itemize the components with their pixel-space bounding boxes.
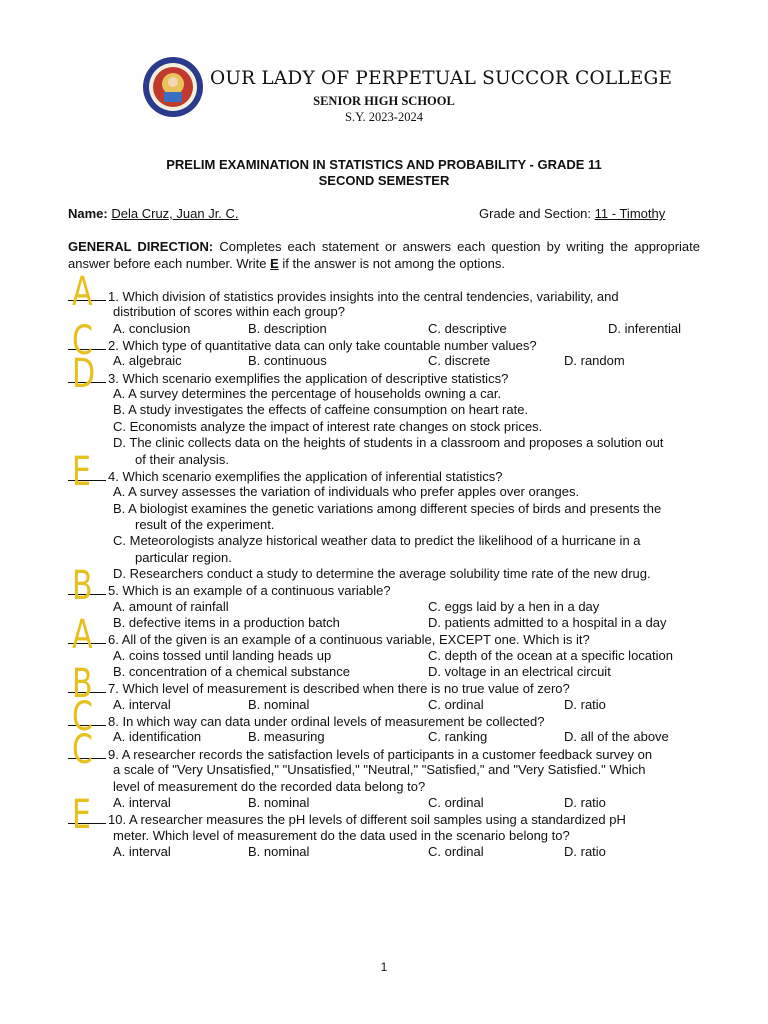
option-b: B. continuous [248,353,327,369]
school-division: SENIOR HIGH SCHOOL [313,94,455,108]
handwritten-answer: A [72,269,93,315]
option-item: D. patients admitted to a hospital in a day [428,615,667,630]
question-stem [68,680,570,697]
option-item: C. Economists analyze the impact of interest rate changes on stock prices. [113,418,543,434]
option-a: A. algebraic [113,353,182,369]
name-value: Dela Cruz, Juan Jr. C. [111,206,239,221]
direction-highlight: E [270,256,279,271]
option-item: D. voltage in an electrical circuit [428,664,611,680]
option-item: result of the experiment. [135,516,275,532]
grade-section-line [479,206,665,222]
general-direction [68,238,700,272]
option-b: B. nominal [248,696,310,712]
option-item: particular region. [135,549,232,565]
question-text: 10. A researcher measures the pH levels of different soil samples using a standardized pH [108,812,626,828]
student-name-line [68,206,467,222]
option-a: A. interval [113,794,171,810]
option-d: D. ratio [564,843,606,859]
option-item: D. Researchers conduct a study to determine the average solubility time rate of the new drug. [113,565,651,581]
exam-title-line1: PRELIM EXAMINATION IN STATISTICS AND PROBABILITY - GRADE 11 [166,157,602,172]
option-a: A. interval [113,843,171,859]
question-text: 9. A researcher records the satisfaction levels of participants in a customer feedback survey on [108,746,653,762]
question-stem [68,746,652,763]
question-stem [68,370,508,387]
option-b: B. nominal [248,794,310,810]
question-text: 5. Which is an example of a continuous variable? [108,583,391,599]
option-d: D. inferential [608,320,681,336]
option-item: C. eggs laid by a hen in a day [428,598,600,614]
option-item: A. amount of rainfall [113,598,229,614]
question-stem [68,337,537,354]
option-item: B. A study investigates the effects of caffeine consumption on heart rate. [113,402,529,418]
college-name: OUR LADY OF PERPETUAL SUCCOR COLLEGE [210,68,673,89]
page-number: 1 [380,960,388,974]
option-b: B. nominal [248,843,310,859]
option-item: D. The clinic collects data on the heights of students in a classroom and proposes a solution out [113,435,664,451]
question-text: 6. All of the given is an example of a continuous variable, EXCEPT one. Which is it? [108,632,590,648]
handwritten-answer: D [72,350,96,397]
handwritten-answer: E [72,792,91,839]
handwritten-answer: C [72,318,93,365]
option-item: B. concentration of a chemical substance [113,664,351,680]
option-item: C. depth of the ocean at a specific location [428,647,673,663]
question-text: a scale of "Very Unsatisfied," "Unsatisfied," "Neutral," "Satisfied," and "Very Satisfied." Which [113,762,646,778]
handwritten-answer: C [72,694,93,741]
question-stem [68,468,503,485]
question-text: 4. Which scenario exemplifies the application of inferential statistics? [108,468,503,484]
option-item: B. defective items in a production batch [113,615,340,630]
question-text: 1. Which division of statistics provides insights into the central tendencies, variability, and [108,289,619,304]
question-text: distribution of scores within each group? [113,304,345,320]
direction-text: Completes each statement or answers each question by writing the appropriate answer before each number. Write [68,239,701,271]
option-c: C. ranking [428,729,488,745]
direction-label: GENERAL DIRECTION: [68,239,214,254]
option-item: A. A survey determines the percentage of households owning a car. [113,386,502,402]
question-text: 7. Which level of measurement is described when there is no true value of zero? [108,681,570,697]
option-item: B. A biologist examines the genetic variations among different species of birds and presents the [113,500,662,516]
question-stem [68,811,626,828]
question-text: 3. Which scenario exemplifies the application of descriptive statistics? [108,370,509,386]
option-a: A. identification [113,729,202,745]
option-item: A. coins tossed until landing heads up [113,647,332,663]
handwritten-answer: C [72,726,93,773]
option-c: C. discrete [428,353,491,369]
option-c: C. ordinal [428,843,484,859]
exam-title [0,157,768,189]
grade-value: 11 - Timothy [594,206,666,221]
option-d: D. all of the above [564,729,669,745]
option-a: A. interval [113,696,171,712]
option-d: D. random [564,353,625,369]
option-item: A. A survey assesses the variation of individuals who prefer apples over oranges. [113,484,580,500]
option-item: C. Meteorologists analyze historical weather data to predict the likelihood of a hurricane in a [113,533,641,549]
option-d: D. ratio [564,794,606,810]
handwritten-answer: E [72,448,91,495]
question-text: 2. Which type of quantitative data can only take countable number values? [108,338,537,354]
question-stem [68,713,544,730]
option-c: C. ordinal [428,696,484,712]
option-c: C. ordinal [428,794,484,810]
school-header [0,50,768,140]
question-text: meter. Which level of measurement do the data used in the scenario belong to? [113,827,570,843]
option-item: of their analysis. [135,451,229,467]
school-year: S.Y. 2023-2024 [345,110,423,124]
option-b: B. description [248,320,327,336]
option-c: C. descriptive [428,320,507,336]
option-d: D. ratio [564,696,606,712]
option-b: B. measuring [248,729,325,745]
handwritten-answer: A [72,612,93,659]
exam-title-line2: SECOND SEMESTER [318,173,450,188]
grade-label: Grade and Section: [479,206,592,221]
question-stem [68,288,619,305]
handwritten-answer: B [72,661,93,708]
handwritten-answer: B [72,563,93,610]
question-text: 8. In which way can data under ordinal levels of measurement be collected? [108,714,545,730]
direction-text-end: if the answer is not among the options. [278,256,505,271]
question-stem [68,631,590,648]
question-stem [68,582,391,599]
option-a: A. conclusion [113,320,191,336]
name-label: Name: [68,206,108,221]
question-text: level of measurement do the recorded data belong to? [113,778,426,794]
